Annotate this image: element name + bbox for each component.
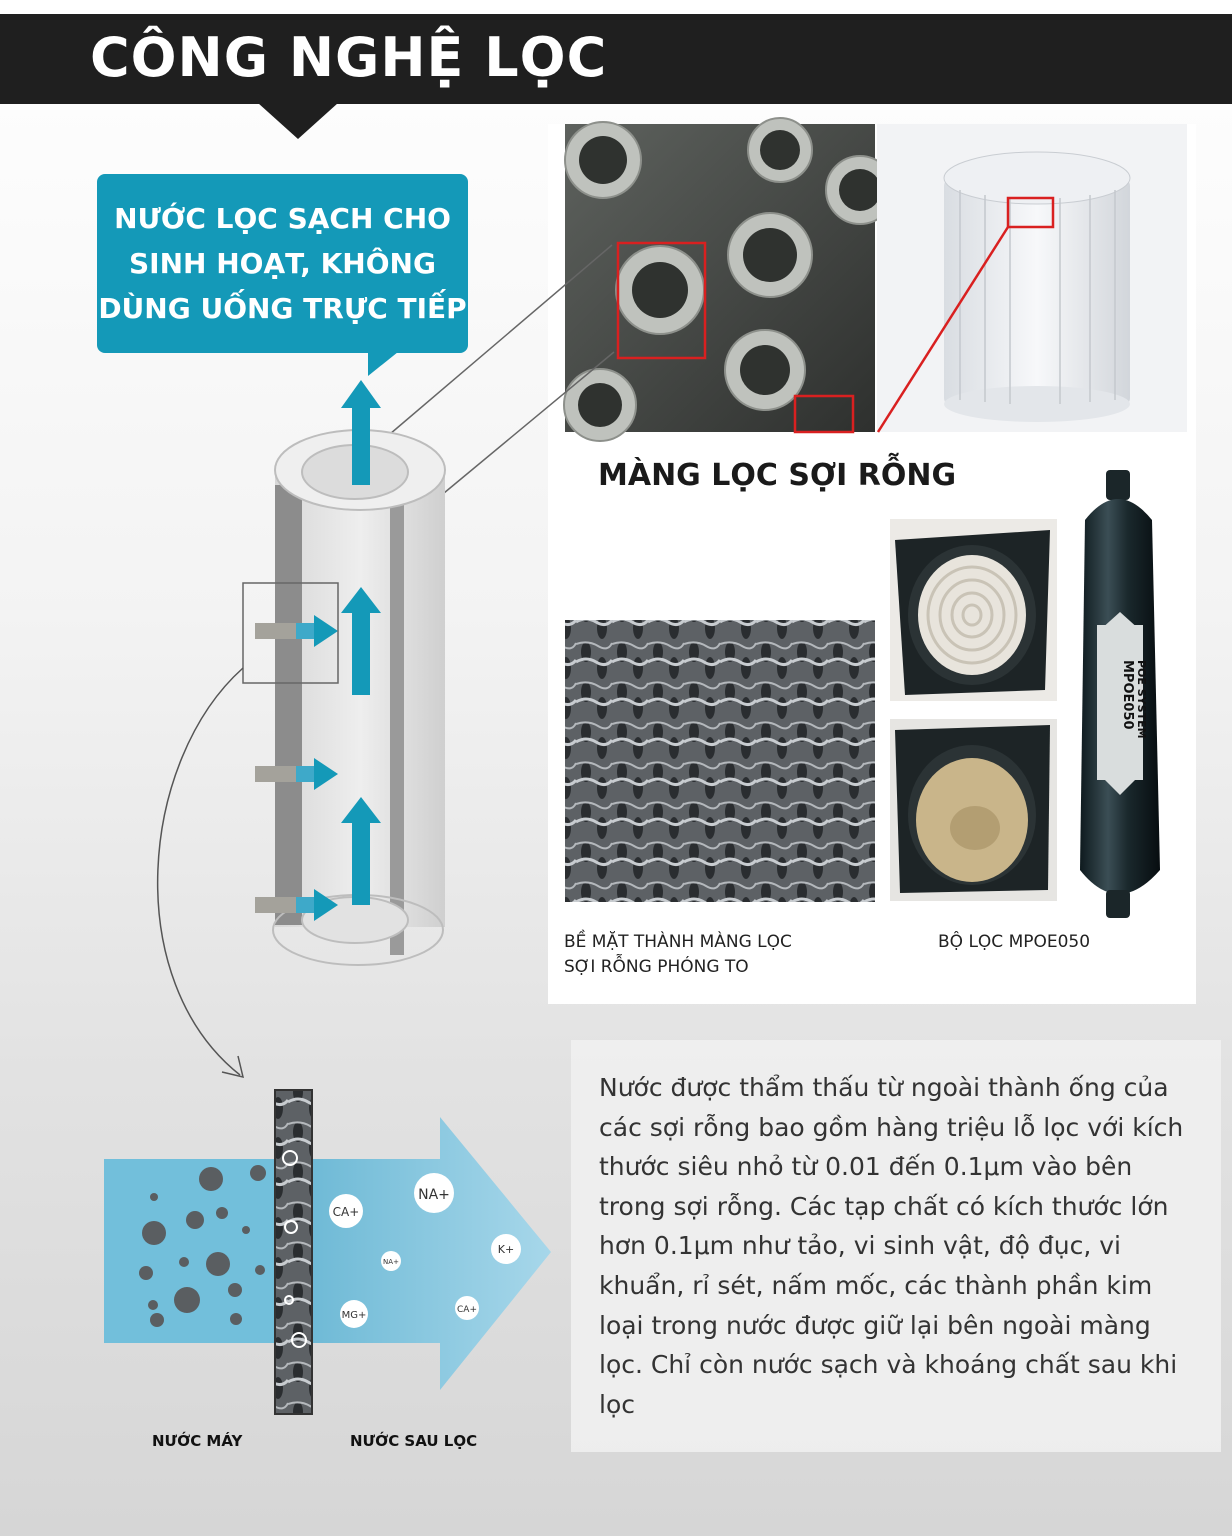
membrane-surface-photo bbox=[565, 620, 875, 902]
hollow-fiber-closeup-photo bbox=[564, 118, 894, 441]
ion-k: K+ bbox=[497, 1243, 515, 1256]
page-title: CÔNG NGHỆ LỌC bbox=[90, 26, 608, 89]
cartridge-fiber-end-photo bbox=[890, 519, 1057, 701]
ion-mg: MG+ bbox=[341, 1310, 367, 1321]
surface-caption-line: BỀ MẶT THÀNH MÀNG LỌC bbox=[564, 932, 792, 952]
zoom-connector-curve bbox=[158, 668, 243, 1075]
ion-na-small: NA+ bbox=[383, 1258, 399, 1266]
label-filtered-water: NƯỚC SAU LỌC bbox=[350, 1432, 478, 1450]
ion-ca-2: CA+ bbox=[457, 1305, 477, 1315]
description-text: Nước được thẩm thấu từ ngoài thành ống của các sợi rỗng bao gồm hàng triệu lỗ lọc với kích thước siêu nhỏ từ 0.01 đến 0.1μm vào bên trong sợi rỗng. Các tạp chất có kích thước lớn hơn 0.1μm như tảo, vi sinh vật, độ đục, vi khuẩn, rỉ sét, nấm mốc, các thành phần kim loại trong nước được giữ lại bên ngoài màng lọc. Chỉ còn nước sạch và khoáng chất sau khi lọc bbox=[599, 1073, 1184, 1419]
membrane-title: MÀNG LỌC SỢI RỖNG bbox=[598, 458, 957, 493]
callout-line: DÙNG UỐNG TRỰC TIẾP bbox=[98, 292, 467, 325]
surface-caption-line: SỢI RỖNG PHÓNG TO bbox=[564, 957, 749, 977]
cartridge-system-text: POE SYSTEM bbox=[1135, 660, 1148, 739]
cartridge-dirty-end-photo bbox=[890, 719, 1057, 901]
surface-caption bbox=[564, 930, 792, 980]
filter-caption: BỘ LỌC MPOE050 bbox=[938, 932, 1091, 952]
callout-line: SINH HOẠT, KHÔNG bbox=[129, 247, 436, 280]
tap-water-region bbox=[104, 1159, 276, 1343]
fiber-bundle-photo bbox=[877, 124, 1187, 432]
membrane-wall-section bbox=[275, 1090, 312, 1414]
filtration-diagram bbox=[104, 1090, 551, 1414]
mpoe050-cartridge-photo bbox=[1080, 470, 1160, 918]
ion-ca: CA+ bbox=[332, 1205, 360, 1219]
curve-arrowhead bbox=[222, 1056, 243, 1077]
label-tap-water: NƯỚC MÁY bbox=[152, 1432, 243, 1450]
callout-line: NƯỚC LỌC SẠCH CHO bbox=[114, 202, 451, 235]
ion-na: NA+ bbox=[418, 1187, 450, 1203]
cartridge-model-text: MPOE050 bbox=[1120, 660, 1135, 730]
